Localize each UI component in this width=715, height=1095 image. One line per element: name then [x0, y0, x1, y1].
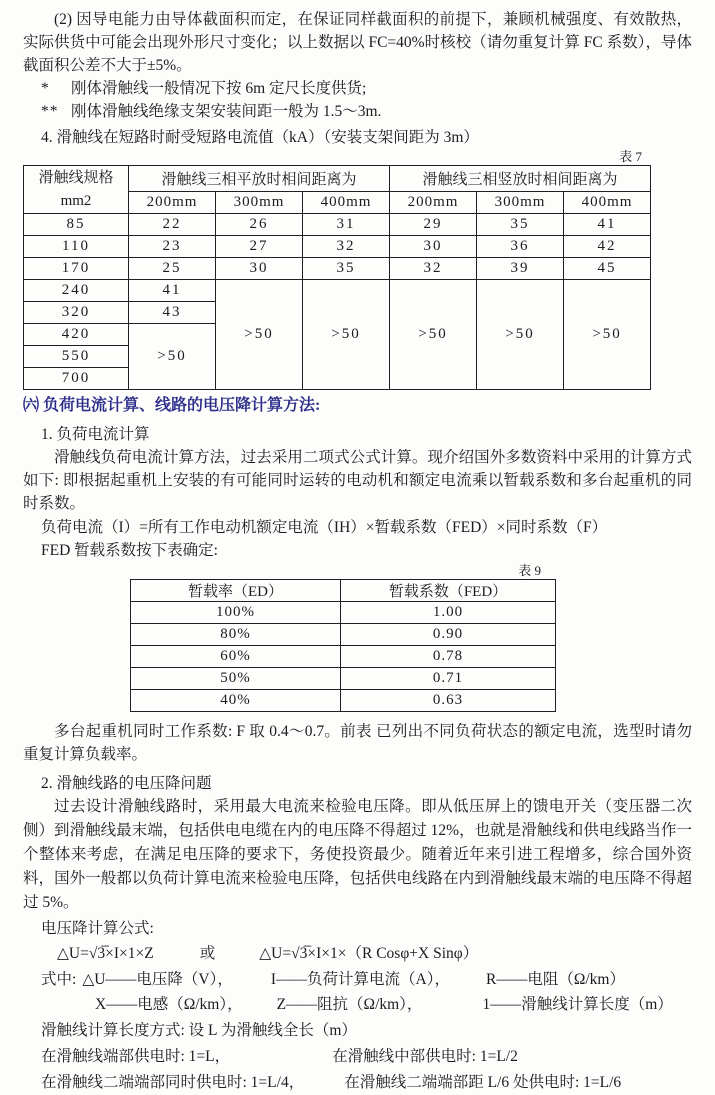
table-row	[131, 580, 556, 602]
table7-subheader: 400mm	[564, 192, 651, 214]
footnote-star-marker: *	[41, 80, 50, 97]
table-cell: 85	[24, 214, 129, 236]
footnote-double-star-text: 刚体滑触线绝缘支架安装间距一般为 1.5～3m.	[71, 103, 382, 120]
table-row	[131, 690, 556, 712]
length-calculation-intro	[41, 1018, 692, 1044]
table7-short-circuit-current	[23, 165, 651, 390]
legend-inductance: X——电感（Ω/km），	[95, 996, 243, 1013]
footnote-double-star-marker: **	[41, 103, 59, 120]
paragraph-conductor-tolerance: (2) 因导电能力由导体截面积而定，在保证同样截面积的前提下，兼顾机械强度、有效散热，实际供货中可能会出现外形尺寸变化；以上数据以 FC=40%时核校（请勿重复计算 FC 系数），导体截面积公差不大于±5%。	[23, 11, 692, 74]
table-row	[24, 280, 651, 302]
legend-label: 式中:	[41, 971, 77, 988]
legend-impedance: Z——阻抗（Ω/km），	[276, 996, 423, 1013]
table-cell: 0.90	[341, 624, 556, 646]
voltage-formula-title: 电压降计算公式:	[41, 920, 154, 937]
feed-l6-text: 在滑触线二端端部距 L/6 处供电时: 1=L/6	[344, 1074, 622, 1091]
table-cell: 35	[477, 214, 564, 236]
paragraph-voltage-drop: 过去设计滑触线路时，采用最大电流来检验电压降。即从低压屏上的馈电开关（变压器二次侧）到滑触线最末端，包括供电电缆在内的电压降不得超过 12%，也就是滑触线和供电线路当作一个整体来考虑，在满足电压降的要求下，务使投资最少。随着近年来引进工程增多，综合国外资料，国外一般都以负荷计算电流来检验电压降，包括供电线路在内到滑触线最末端的电压降不得超过 5%。	[23, 798, 692, 911]
item-4-heading: 4. 滑触线在短路时耐受短路电流值（kA）（安装支架间距为 3m）	[41, 129, 479, 146]
table-row	[131, 602, 556, 624]
subsection-1-title: 1. 负荷电流计算	[41, 426, 150, 443]
table9-caption: 表 9	[518, 563, 541, 578]
table7-subheader: 300mm	[216, 192, 303, 214]
table-cell: 550	[24, 346, 129, 368]
table-cell: 27	[216, 236, 303, 258]
table-cell: 40%	[131, 690, 341, 712]
table-cell: 0.71	[341, 668, 556, 690]
table-cell-merged: >50	[390, 280, 477, 390]
table7-caption: 表 7	[619, 149, 642, 164]
table7-header-spec-line1: 滑触线规格	[38, 169, 114, 186]
table7-subheader: 200mm	[390, 192, 477, 214]
table-cell: 31	[303, 214, 390, 236]
table-cell: 36	[477, 236, 564, 258]
formula-load-current: 负荷电流（I）=所有工作电动机额定电流（IH）×暂载系数（FED）×同时系数（F）	[41, 519, 608, 536]
table-cell: 700	[24, 368, 129, 390]
table7-header-spec-line2: mm2	[60, 192, 92, 209]
table-cell-merged: >50	[303, 280, 390, 390]
table-cell: 0.63	[341, 690, 556, 712]
table7-header-flat-group: 滑触线三相平放时相间距离为	[129, 166, 390, 192]
paragraph-multi-crane-factor: 多台起重机同时工作系数: F 取 0.4～0.7。前表 已列出不同负荷状态的额定电流，选型时请勿重复计算负载率。	[23, 723, 692, 763]
table-cell: 25	[129, 258, 216, 280]
table7-header-vertical-group: 滑触线三相竖放时相间距离为	[390, 166, 651, 192]
fed-table-note: FED 暂载系数按下表确定:	[41, 542, 218, 559]
footnote-star-text: 刚体滑触线一般情况下按 6m 定尺长度供货;	[71, 80, 367, 97]
table9-header-fed: 暂载系数（FED）	[341, 580, 556, 602]
table-cell: 50%	[131, 668, 341, 690]
table7-subheader: 400mm	[303, 192, 390, 214]
length-intro-text: 滑触线计算长度方式: 设 L 为滑触线全长（m）	[41, 1022, 357, 1039]
table-cell: 45	[564, 258, 651, 280]
table-cell: 29	[390, 214, 477, 236]
table-cell: 30	[390, 236, 477, 258]
table-cell: 100%	[131, 602, 341, 624]
table-row	[131, 646, 556, 668]
voltage-drop-formula-line	[57, 942, 692, 966]
feed-mid-text: 在滑触线中部供电时: 1=L/2	[332, 1048, 518, 1065]
table-cell: 170	[24, 258, 129, 280]
table-cell-merged: >50	[564, 280, 651, 390]
table-cell: 32	[303, 236, 390, 258]
table-cell: 22	[129, 214, 216, 236]
table-cell: 0.78	[341, 646, 556, 668]
table-row	[131, 668, 556, 690]
table-cell: 23	[129, 236, 216, 258]
section6-title: ㈥ 负荷电流计算、线路的电压降计算方法:	[23, 397, 321, 414]
footnote-double-star	[41, 100, 692, 123]
table-cell: 240	[24, 280, 129, 302]
table-cell: 420	[24, 324, 129, 346]
legend-length: 1——滑触线计算长度（m）	[482, 996, 673, 1013]
table-cell: 110	[24, 236, 129, 258]
table7-subheader: 200mm	[129, 192, 216, 214]
feed-both-ends-text: 在滑触线二端端部同时供电时: 1=L/4，	[41, 1074, 305, 1091]
table-cell-merged: >50	[477, 280, 564, 390]
footnote-star	[41, 77, 692, 100]
table-cell: 26	[216, 214, 303, 236]
formula-legend-line-2	[95, 992, 692, 1018]
table-row	[24, 236, 651, 258]
table-cell: 30	[216, 258, 303, 280]
legend-current: I——负荷计算电流（A），	[270, 971, 450, 988]
table9-duty-factor	[130, 579, 556, 712]
feed-line-2	[41, 1070, 692, 1095]
table-cell: 1.00	[341, 602, 556, 624]
table-cell-merged: >50	[129, 324, 216, 390]
formula-or: 或	[199, 945, 216, 962]
formula-rx: △U=√3̅×I×1×（R Cosφ+X Sinφ）	[259, 945, 479, 962]
feed-end-text: 在滑触线端部供电时: 1=L，	[41, 1048, 231, 1065]
table-cell: 35	[303, 258, 390, 280]
feed-line-1	[41, 1044, 692, 1070]
table-row	[24, 214, 651, 236]
paragraph-load-current: 滑触线负荷电流计算方法，过去采用二项式公式计算。现介绍国外多数资料中采用的计算方式如下: 即根据起重机上安装的有可能同时运转的电动机和额定电流乘以暂载系数和多台起重机的同时系数。	[23, 449, 692, 512]
table-cell: 32	[390, 258, 477, 280]
legend-delta-u: △U——电压降（V），	[82, 971, 233, 988]
table-cell: 80%	[131, 624, 341, 646]
formula-impedance: △U=√3̅×I×1×Z	[57, 945, 154, 962]
table9-header-ed: 暂载率（ED）	[131, 580, 341, 602]
table-cell: 41	[564, 214, 651, 236]
table-cell: 41	[129, 280, 216, 302]
table-cell-merged: >50	[216, 280, 303, 390]
table-cell: 43	[129, 302, 216, 324]
table-row	[24, 258, 651, 280]
table-cell: 60%	[131, 646, 341, 668]
table-cell: 39	[477, 258, 564, 280]
table-cell: 320	[24, 302, 129, 324]
table7-header-spec	[24, 166, 129, 214]
table7-subheader: 300mm	[477, 192, 564, 214]
legend-resistance: R——电阻（Ω/km）	[485, 971, 625, 988]
subsection-2-title: 2. 滑触线路的电压降问题	[41, 775, 212, 792]
table-row	[131, 624, 556, 646]
formula-legend-line-1	[41, 968, 692, 992]
table-cell: 42	[564, 236, 651, 258]
